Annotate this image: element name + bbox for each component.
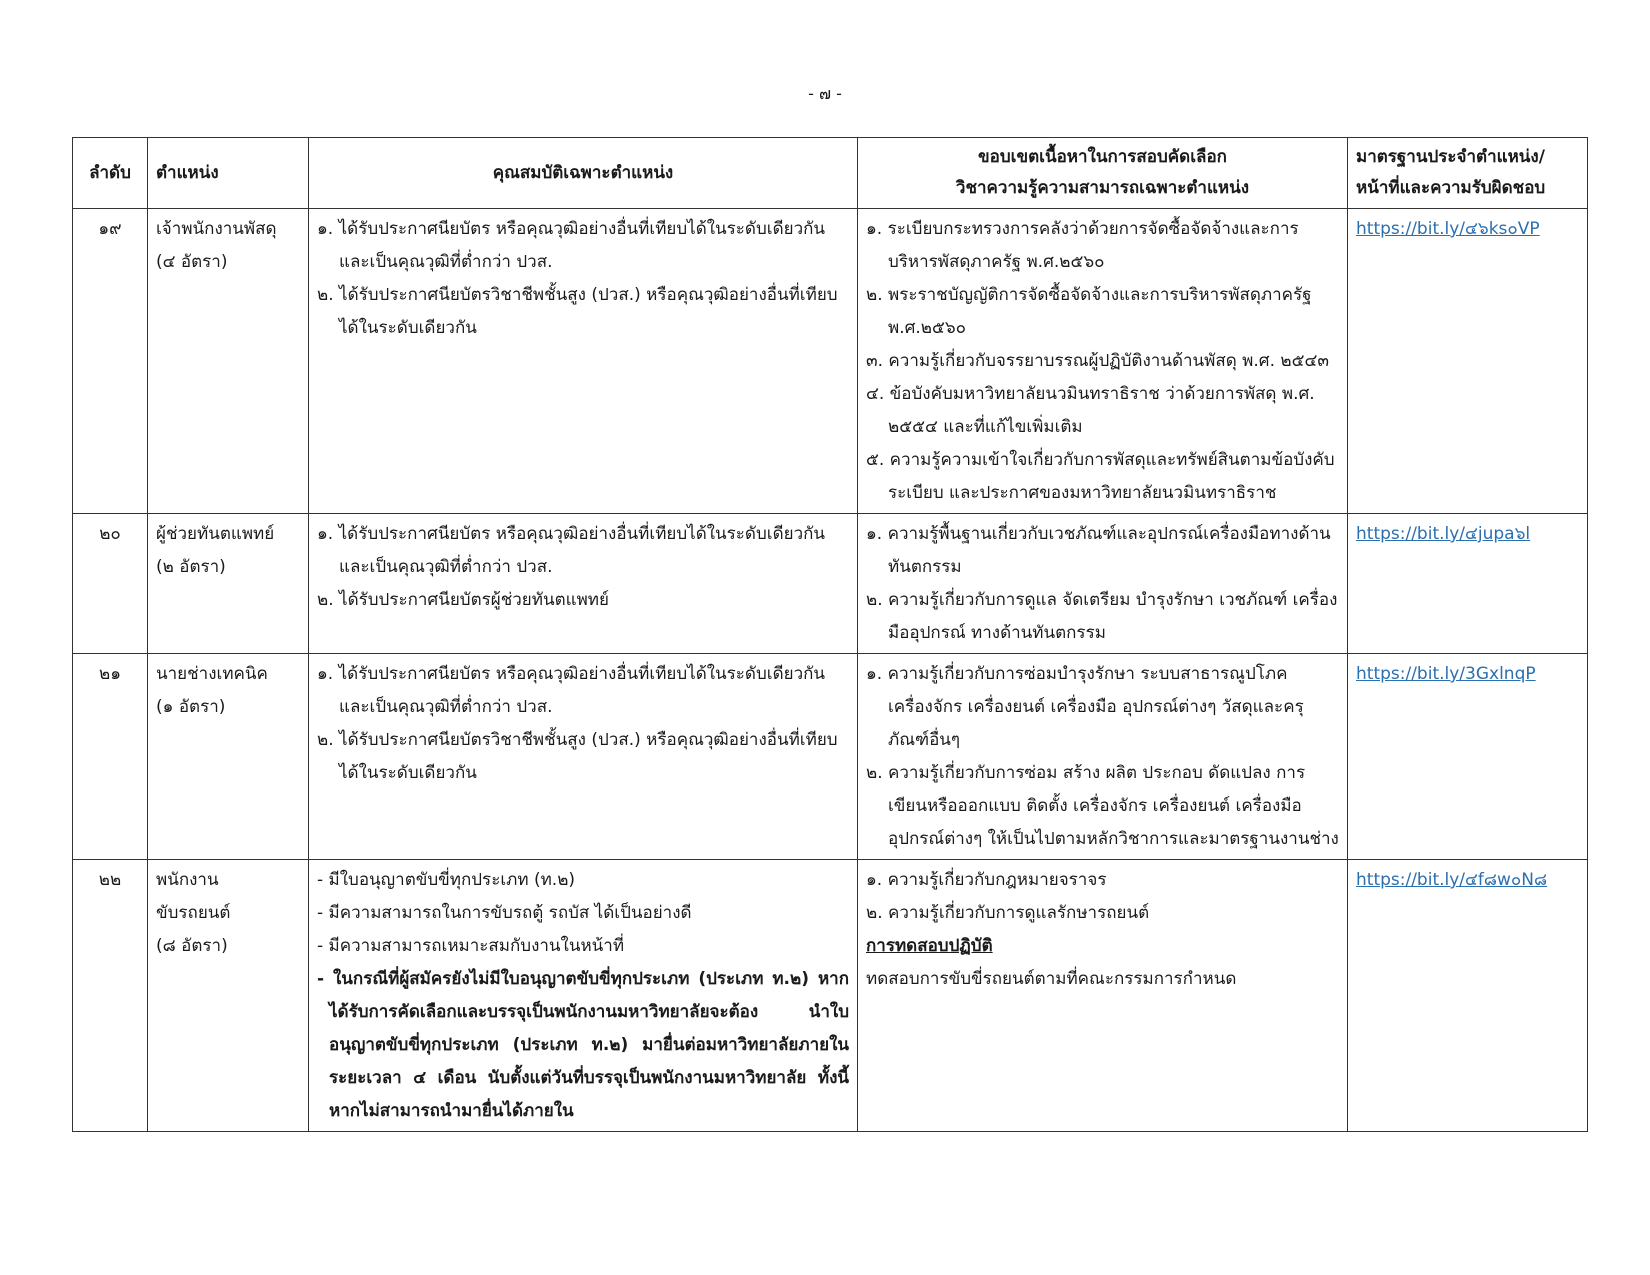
table-header-row — [73, 138, 1588, 209]
position-table — [72, 137, 1588, 1132]
scope-item: ๒. ความรู้เกี่ยวกับการดูแลรักษารถยนต์ — [866, 903, 1150, 923]
scope-cell — [858, 654, 1348, 860]
position-count: (๑ อัตรา) — [156, 697, 226, 717]
row-number: ๒๑ — [73, 654, 148, 860]
scope-item: ๓. ความรู้เกี่ยวกับจรรยาบรรณผู้ปฏิบัติงานด้านพัสดุ พ.ศ. ๒๕๔๓ — [866, 351, 1329, 371]
row-number: ๒๐ — [73, 514, 148, 654]
header-position: ตำแหน่ง — [148, 138, 309, 209]
qualification-item: - มีความสามารถเหมาะสมกับงานในหน้าที่ — [317, 936, 625, 956]
qualification-item: ๑. ได้รับประกาศนียบัตร หรือคุณวุฒิอย่างอื่นที่เทียบได้ในระดับเดียวกัน และเป็นคุณวุฒิที่ต่ำกว่า ปวส. — [317, 219, 826, 272]
qualification-item: ๑. ได้รับประกาศนียบัตร หรือคุณวุฒิอย่างอื่นที่เทียบได้ในระดับเดียวกัน และเป็นคุณวุฒิที่ต่ำกว่า ปวส. — [317, 524, 826, 577]
qualification-note: - ในกรณีที่ผู้สมัครยังไม่มีใบอนุญาตขับขี่ทุกประเภท (ประเภท ท.๒) หากได้รับการคัดเลือกและบรรจุเป็นพนักงานมหาวิทยาลัยจะต้อง นำใบอนุญาตขับขี่ทุกประเภท (ประเภท ท.๒) มายื่นต่อมหาวิทยาลัยภายในระยะเวลา ๔ เดือน นับตั้งแต่วันที่บรรจุเป็นพนักงานมหาวิทยาลัย ทั้งนี้หากไม่สามารถนำมายื่นได้ภายใน — [317, 969, 849, 1121]
scope-item: ๒. พระราชบัญญัติการจัดซื้อจัดจ้างและการบริหารพัสดุภาครัฐ พ.ศ.๒๕๖๐ — [866, 285, 1312, 338]
position-title-line1: พนักงาน — [156, 870, 219, 890]
scope-item: ๒. ความรู้เกี่ยวกับการซ่อม สร้าง ผลิต ประกอบ ดัดแปลง การเขียนหรือออกแบบ ติดตั้ง เครื่องจักร เครื่องยนต์ เครื่องมือ อุปกรณ์ต่างๆ ให้เป็นไปตามหลักวิชาการและมาตรฐานงานช่าง — [866, 763, 1339, 849]
position-cell — [148, 514, 309, 654]
qualification-item: ๑. ได้รับประกาศนียบัตร หรือคุณวุฒิอย่างอื่นที่เทียบได้ในระดับเดียวกัน และเป็นคุณวุฒิที่ต่ำกว่า ปวส. — [317, 664, 826, 717]
page-number: - ๗ - — [808, 84, 842, 103]
standard-cell — [1348, 860, 1588, 1132]
qualification-cell — [309, 514, 858, 654]
qualification-cell — [309, 654, 858, 860]
practical-test-text: ทดสอบการขับขี่รถยนต์ตามที่คณะกรรมการกำหนด — [866, 969, 1237, 989]
standard-cell — [1348, 209, 1588, 514]
header-qualification: คุณสมบัติเฉพาะตำแหน่ง — [309, 138, 858, 209]
position-title: เจ้าพนักงานพัสดุ — [156, 219, 277, 239]
header-scope-line1: ขอบเขตเนื้อหาในการสอบคัดเลือก — [978, 147, 1227, 167]
scope-item: ๑. ระเบียบกระทรวงการคลังว่าด้วยการจัดซื้อจัดจ้างและการบริหารพัสดุภาครัฐ พ.ศ.๒๕๖๐ — [866, 219, 1299, 272]
row-number: ๒๒ — [73, 860, 148, 1132]
scope-item: ๑. ความรู้พื้นฐานเกี่ยวกับเวชภัณฑ์และอุปกรณ์เครื่องมือทางด้านทันตกรรม — [866, 524, 1331, 577]
qualification-item: ๒. ได้รับประกาศนียบัตรผู้ช่วยทันตแพทย์ — [317, 590, 609, 610]
standard-cell — [1348, 654, 1588, 860]
position-count: (๘ อัตรา) — [156, 936, 228, 956]
scope-cell — [858, 514, 1348, 654]
scope-item: ๒. ความรู้เกี่ยวกับการดูแล จัดเตรียม บำรุงรักษา เวชภัณฑ์ เครื่องมืออุปกรณ์ ทางด้านทันตกรรม — [866, 590, 1338, 643]
header-scope-line2: วิชาความรู้ความสามารถเฉพาะตำแหน่ง — [955, 178, 1250, 198]
standard-link[interactable]: https://bit.ly/๔jupa๖l — [1356, 524, 1531, 544]
scope-cell — [858, 860, 1348, 1132]
position-title-line2: ขับรถยนต์ — [156, 903, 231, 923]
table-row — [73, 654, 1588, 860]
qualification-item: ๒. ได้รับประกาศนียบัตรวิชาชีพชั้นสูง (ปวส.) หรือคุณวุฒิอย่างอื่นที่เทียบได้ในระดับเดียวกัน — [317, 730, 838, 783]
standard-link[interactable]: https://bit.ly/๔๖ks๐VP — [1356, 219, 1540, 239]
position-cell — [148, 654, 309, 860]
position-cell — [148, 209, 309, 514]
header-standard-line2: หน้าที่และความรับผิดชอบ — [1356, 178, 1546, 198]
position-count: (๔ อัตรา) — [156, 252, 228, 272]
standard-link[interactable]: https://bit.ly/3GxlnqP — [1356, 664, 1536, 684]
table-row — [73, 209, 1588, 514]
table-row — [73, 860, 1588, 1132]
header-no: ลำดับ — [73, 138, 148, 209]
table-row — [73, 514, 1588, 654]
qualification-item: ๒. ได้รับประกาศนียบัตรวิชาชีพชั้นสูง (ปวส.) หรือคุณวุฒิอย่างอื่นที่เทียบได้ในระดับเดียวกัน — [317, 285, 838, 338]
scope-item: ๑. ความรู้เกี่ยวกับกฎหมายจราจร — [866, 870, 1107, 890]
position-count: (๒ อัตรา) — [156, 557, 226, 577]
position-title: นายช่างเทคนิค — [156, 664, 268, 684]
scope-cell — [858, 209, 1348, 514]
practical-test-heading: การทดสอบปฏิบัติ — [866, 936, 993, 956]
header-standard — [1348, 138, 1588, 209]
qualification-cell — [309, 860, 858, 1132]
position-title: ผู้ช่วยทันตแพทย์ — [156, 524, 275, 544]
header-scope — [858, 138, 1348, 209]
qualification-item: - มีความสามารถในการขับรถตู้ รถบัส ได้เป็นอย่างดี — [317, 903, 692, 923]
scope-item: ๑. ความรู้เกี่ยวกับการซ่อมบำรุงรักษา ระบบสาธารณูปโภค เครื่องจักร เครื่องยนต์ เครื่องมือ อุปกรณ์ต่างๆ วัสดุและครุภัณฑ์อื่นๆ — [866, 664, 1304, 750]
scope-item: ๔. ข้อบังคับมหาวิทยาลัยนวมินทราธิราช ว่าด้วยการพัสดุ พ.ศ. ๒๕๕๔ และที่แก้ไขเพิ่มเติม — [866, 384, 1315, 437]
header-standard-line1: มาตรฐานประจำตำแหน่ง/ — [1356, 147, 1545, 167]
row-number: ๑๙ — [73, 209, 148, 514]
qualification-item: - มีใบอนุญาตขับขี่ทุกประเภท (ท.๒) — [317, 870, 576, 890]
standard-link[interactable]: https://bit.ly/๔f๘w๐N๘ — [1356, 870, 1548, 890]
standard-cell — [1348, 514, 1588, 654]
position-cell — [148, 860, 309, 1132]
qualification-cell — [309, 209, 858, 514]
scope-item: ๕. ความรู้ความเข้าใจเกี่ยวกับการพัสดุและทรัพย์สินตามข้อบังคับ ระเบียบ และประกาศของมหาวิทยาลัยนวมินทราธิราช — [866, 450, 1335, 503]
